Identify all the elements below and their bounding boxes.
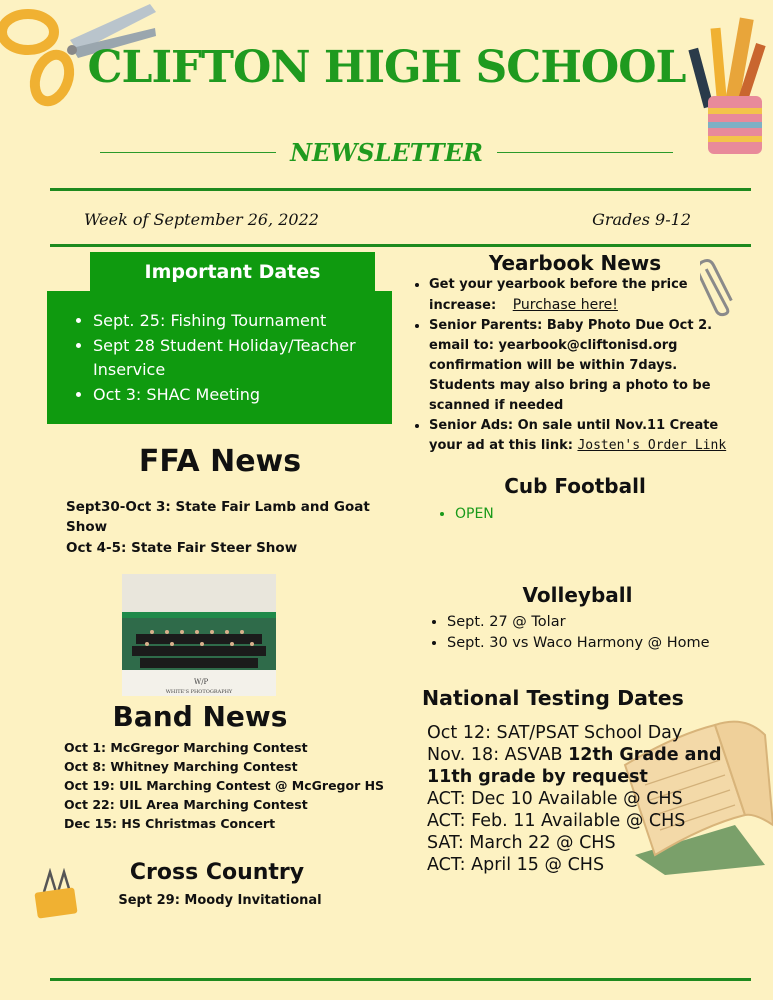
- list-item: Oct 22: UIL Area Marching Contest: [64, 797, 308, 812]
- list-item: • Sept. 27 @ Tolar: [447, 612, 710, 633]
- list-item: • Oct 3: SHAC Meeting: [93, 383, 392, 407]
- list-item: • OPEN: [455, 506, 494, 522]
- band-list: [64, 738, 384, 833]
- divider: [50, 978, 751, 981]
- week-label: Week of September 26, 2022: [84, 210, 319, 229]
- school-title: CLIFTON HIGH SCHOOL: [87, 42, 686, 93]
- list-item: Oct 1: McGregor Marching Contest: [64, 740, 308, 755]
- photo-credit: WHITE'S PHOTOGRAPHY: [165, 689, 233, 695]
- yearbook-list: [413, 275, 733, 456]
- band-title: Band News: [112, 700, 288, 733]
- newsletter-heading: [100, 138, 673, 167]
- list-item: Oct 19: UIL Marching Contest @ McGregor HS: [64, 778, 385, 793]
- testing-list: [427, 722, 747, 876]
- list-item: • Senior Parents: Baby Photo Due Oct 2. email to: yearbook@cliftonisd.org confirmation will be within 7days. Students may also bring a photo to be scanned if needed: [429, 316, 733, 416]
- grades-label: Grades 9-12: [592, 210, 691, 229]
- divider: [50, 188, 751, 191]
- divider: [50, 244, 751, 247]
- list-item: Sept 29: Moody Invitational: [118, 893, 322, 908]
- purchase-link[interactable]: Purchase here!: [512, 297, 618, 313]
- important-dates-box: [47, 291, 392, 424]
- cub-football-list: [433, 506, 494, 522]
- list-item: ACT: Dec 10 Available @ CHS: [427, 789, 683, 809]
- cub-football-title: Cub Football: [504, 474, 646, 498]
- cross-country-title: Cross Country: [129, 860, 305, 885]
- yearbook-title: Yearbook News: [488, 251, 662, 275]
- list-item: Nov. 18: ASVAB 12th Grade and 11th grade by request: [427, 745, 722, 787]
- list-item: SAT: March 22 @ CHS: [427, 833, 616, 853]
- list-item: Dec 15: HS Christmas Concert: [64, 816, 276, 831]
- list-item: • Sept 28 Student Holiday/Teacher Inservice: [93, 334, 392, 382]
- divider: [100, 152, 276, 153]
- volleyball-title: Volleyball: [522, 583, 633, 607]
- divider: [497, 152, 673, 153]
- band-photo-image: [122, 574, 276, 696]
- list-item: ACT: Feb. 11 Available @ CHS: [427, 811, 686, 831]
- important-dates-title: Important Dates: [90, 252, 375, 292]
- list-item: • Sept. 30 vs Waco Harmony @ Home: [447, 633, 710, 654]
- list-item: Oct 12: SAT/PSAT School Day: [427, 723, 683, 743]
- list-item: ACT: April 15 @ CHS: [427, 855, 605, 875]
- list-item: • Senior Ads: On sale until Nov.11 Create your ad at this link: Josten's Order Link: [429, 416, 733, 456]
- photo-mark: W/P: [194, 678, 209, 686]
- list-item: Oct 4-5: State Fair Steer Show: [66, 540, 298, 556]
- testing-title: National Testing Dates: [422, 686, 684, 710]
- list-item: • Get your yearbook before the price increase: Purchase here!: [429, 275, 733, 316]
- newsletter-label: NEWSLETTER: [290, 138, 483, 167]
- list-item: Oct 8: Whitney Marching Contest: [64, 759, 298, 774]
- volleyball-list: [427, 612, 710, 654]
- list-item: Sept30-Oct 3: State Fair Lamb and Goat Show: [66, 499, 370, 535]
- list-item: • Sept. 25: Fishing Tournament: [93, 309, 392, 333]
- jostens-order-link[interactable]: Josten's Order Link: [577, 438, 727, 453]
- band-photo: [122, 574, 276, 696]
- ffa-title: FFA News: [138, 444, 302, 479]
